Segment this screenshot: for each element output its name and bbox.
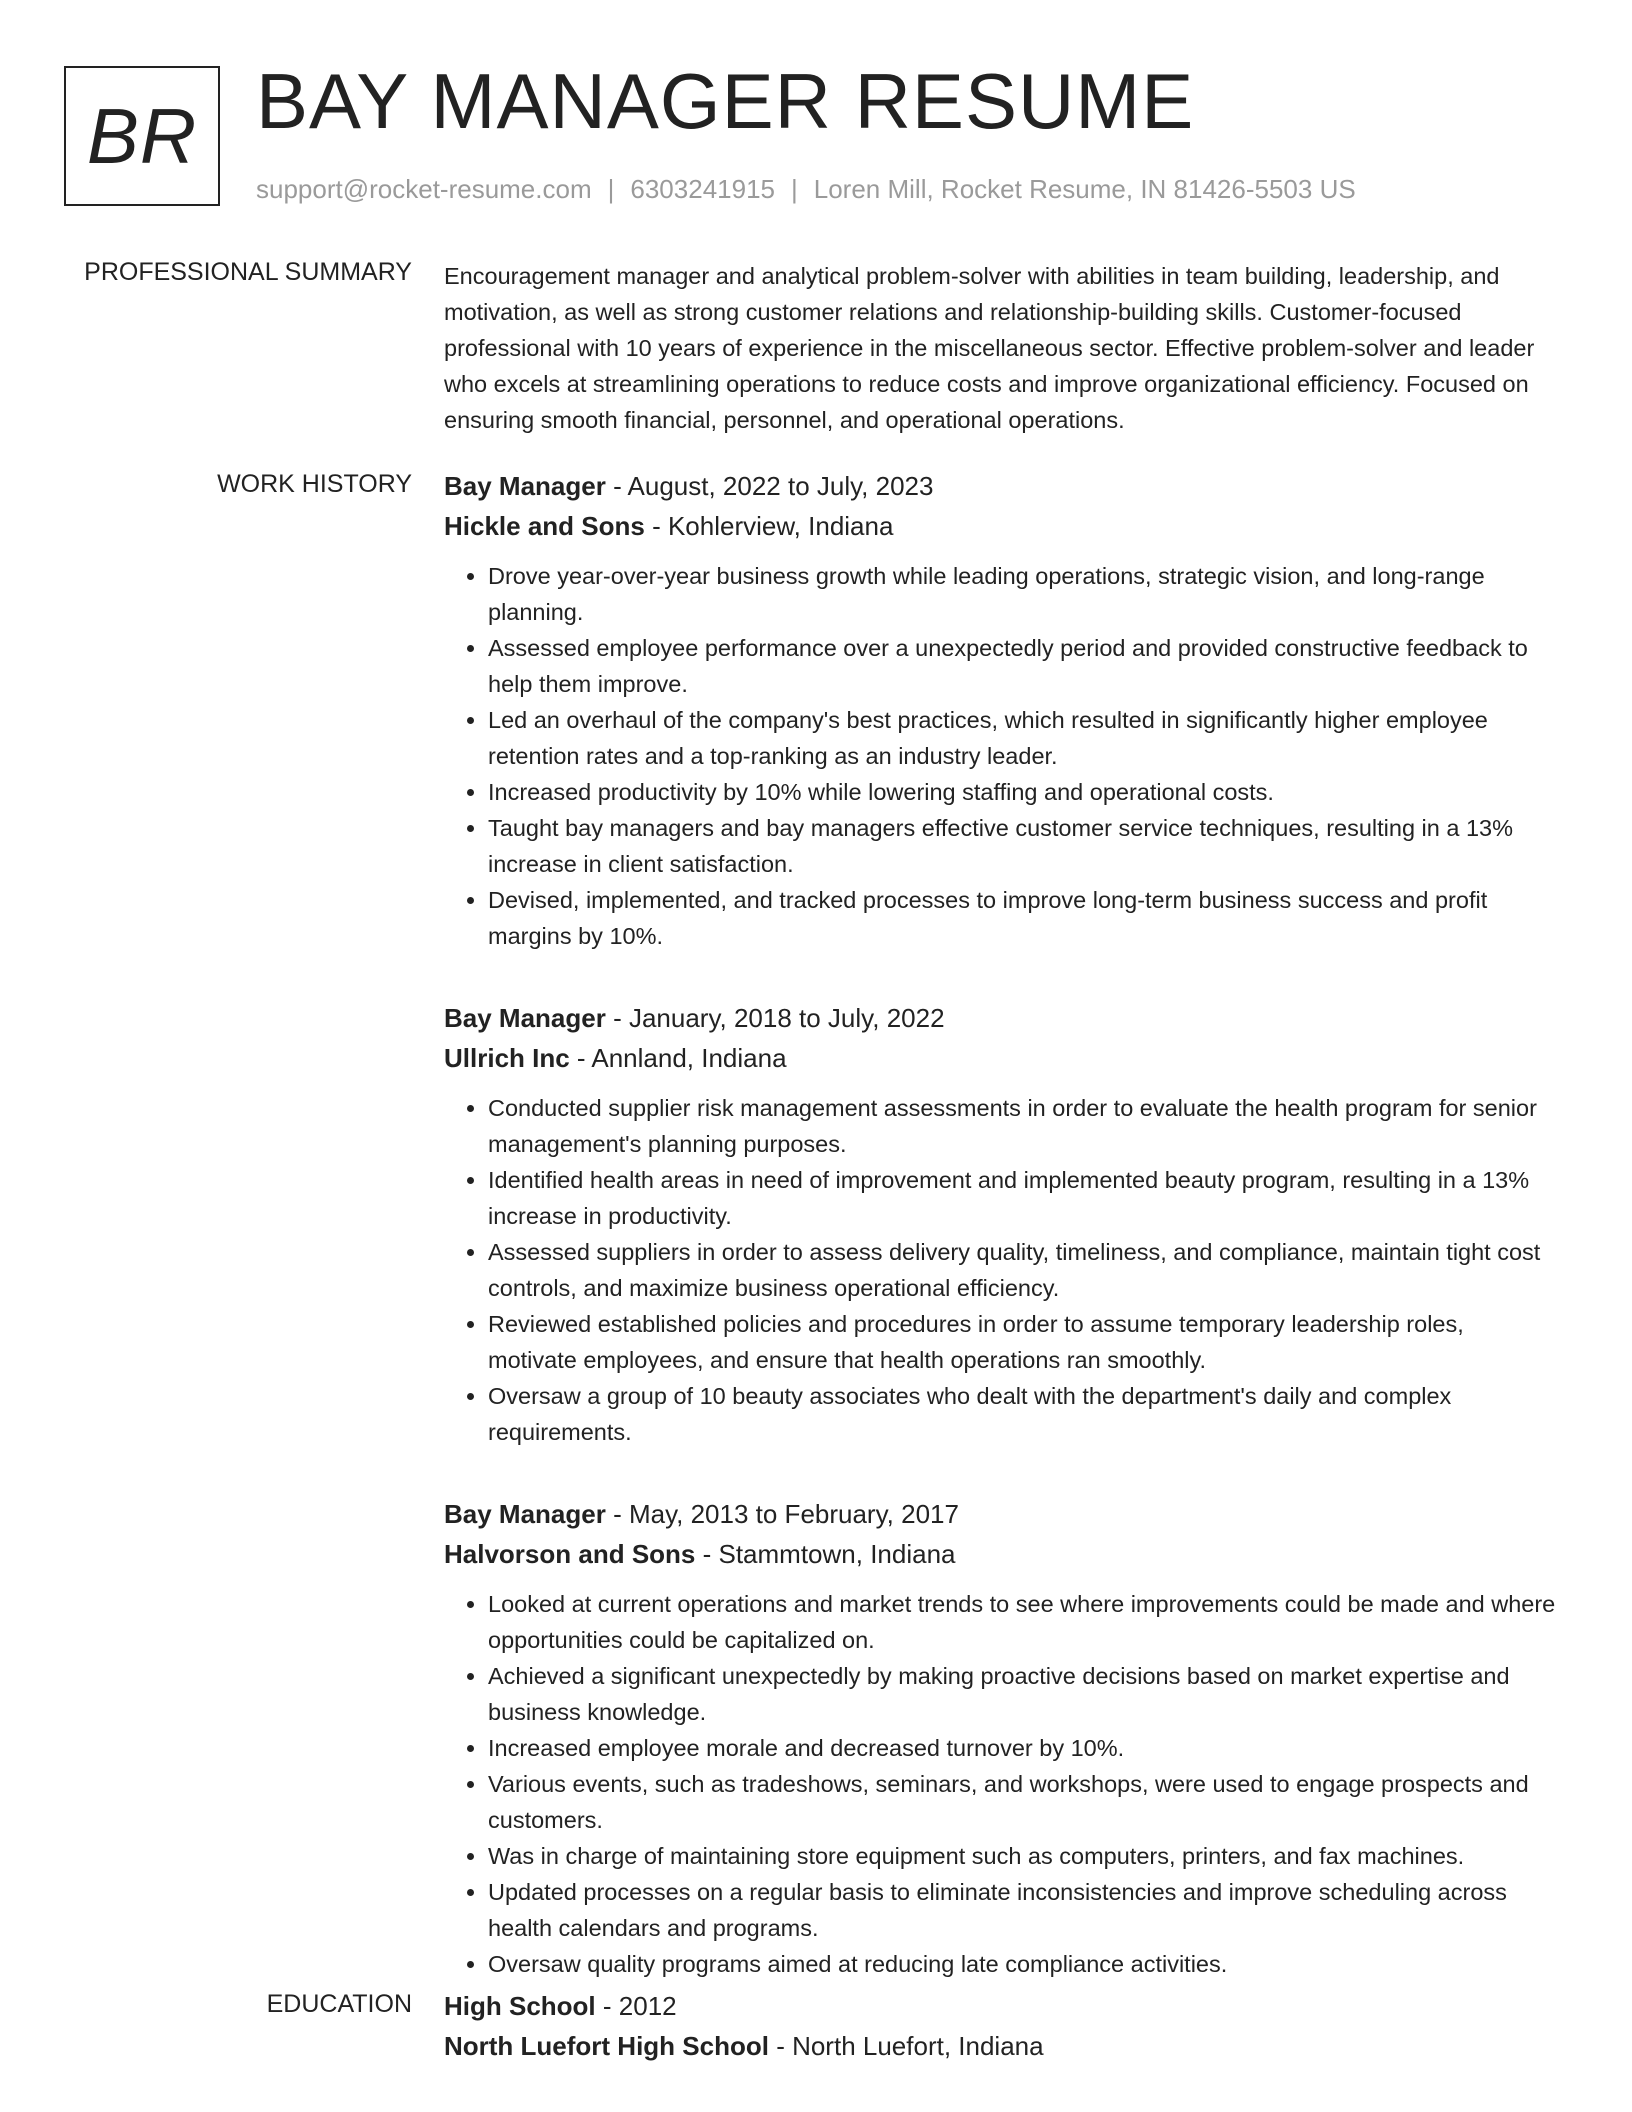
job-bullets: [444, 558, 1559, 954]
job-company: Halvorson and Sons: [444, 1539, 696, 1569]
education-school-line: [444, 2026, 1559, 2066]
resume-title: BAY MANAGER RESUME: [256, 57, 1195, 145]
contact-address: Loren Mill, Rocket Resume, IN 81426-5503 US: [813, 174, 1356, 204]
job-bullet: • Oversaw a group of 10 beauty associates who dealt with the department's daily and complex requirements.: [488, 1378, 1559, 1450]
job-bullet: • Assessed suppliers in order to assess delivery quality, timeliness, and compliance, maintain tight cost controls, and maximize business operational efficiency.: [488, 1234, 1559, 1306]
job-location: - Annland, Indiana: [569, 1043, 787, 1073]
monogram-initials: BR: [86, 91, 198, 180]
job-title-line: [444, 998, 1559, 1038]
job-location: - Kohlerview, Indiana: [644, 511, 894, 541]
job-dates: - August, 2022 to July, 2023: [605, 471, 934, 501]
summary-text: Encouragement manager and analytical problem-solver with abilities in team building, leadership, and motivation, as well as strong customer relations and relationship-building skills. Customer-focused professional with 10 years of experience in the miscellaneous sector. Effective problem-solver and leader who excels at streamlining operations to reduce costs and improve organizational efficiency. Focused on ensuring smooth financial, personnel, and operational operations.: [444, 263, 1535, 433]
job-bullets: [444, 1090, 1559, 1450]
job-bullet: • Taught bay managers and bay managers effective customer service techniques, resulting in a 13% increase in client satisfaction.: [488, 810, 1559, 882]
job-title: Bay Manager: [444, 1499, 606, 1529]
job-dates: - January, 2018 to July, 2022: [605, 1003, 945, 1033]
education-degree: High School: [444, 1991, 596, 2021]
job-bullet: • Conducted supplier risk management assessments in order to evaluate the health program for senior management's planning purposes.: [488, 1090, 1559, 1162]
job-title: Bay Manager: [444, 471, 606, 501]
job-entry: [444, 998, 1559, 1450]
education-heading: EDUCATION: [266, 1990, 412, 2018]
job-company-line: [444, 1038, 1559, 1078]
job-bullet: • Identified health areas in need of improvement and implemented beauty program, resulting in a 13% increase in productivity.: [488, 1162, 1559, 1234]
job-entry: [444, 1494, 1559, 1982]
work-history-heading: WORK HISTORY: [217, 470, 412, 498]
job-bullet: • Drove year-over-year business growth while leading operations, strategic vision, and long-range planning.: [488, 558, 1559, 630]
jobs-list: [444, 466, 1559, 2026]
job-bullet: • Devised, implemented, and tracked processes to improve long-term business success and profit margins by 10%.: [488, 882, 1559, 954]
job-company: Ullrich Inc: [444, 1043, 570, 1073]
contact-separator: |: [607, 174, 615, 204]
job-bullet: • Oversaw quality programs aimed at reducing late compliance activities.: [488, 1946, 1559, 1982]
contact-line: [256, 174, 1356, 205]
summary-heading: PROFESSIONAL SUMMARY: [84, 258, 412, 286]
job-bullet: • Updated processes on a regular basis to eliminate inconsistencies and improve scheduling across health calendars and programs.: [488, 1874, 1559, 1946]
job-company: Hickle and Sons: [444, 511, 645, 541]
job-title-line: [444, 466, 1559, 506]
job-bullet: • Reviewed established policies and procedures in order to assume temporary leadership roles, motivate employees, and ensure that health operations ran smoothly.: [488, 1306, 1559, 1378]
job-bullet: • Increased employee morale and decreased turnover by 10%.: [488, 1730, 1559, 1766]
job-bullet: • Was in charge of maintaining store equipment such as computers, printers, and fax machines.: [488, 1838, 1559, 1874]
job-company-line: [444, 506, 1559, 546]
job-bullet: • Achieved a significant unexpectedly by making proactive decisions based on market expertise and business knowledge.: [488, 1658, 1559, 1730]
education-year: - 2012: [595, 1991, 677, 2021]
contact-separator: |: [791, 174, 798, 204]
job-bullet: • Looked at current operations and market trends to see where improvements could be made and where opportunities could be capitalized on.: [488, 1586, 1559, 1658]
job-bullet: • Increased productivity by 10% while lowering staffing and operational costs.: [488, 774, 1559, 810]
monogram-box: [64, 66, 220, 206]
job-title-line: [444, 1494, 1559, 1534]
job-bullet: • Assessed employee performance over a unexpectedly period and provided constructive feedback to help them improve.: [488, 630, 1559, 702]
job-location: - Stammtown, Indiana: [695, 1539, 956, 1569]
job-entry: [444, 466, 1559, 954]
education-school: North Luefort High School: [444, 2031, 769, 2061]
job-title: Bay Manager: [444, 1003, 606, 1033]
contact-email: support@rocket-resume.com: [256, 174, 592, 204]
job-bullets: [444, 1586, 1559, 1982]
contact-phone: 6303241915: [630, 174, 775, 204]
education-location: - North Luefort, Indiana: [768, 2031, 1044, 2061]
job-bullet: • Various events, such as tradeshows, seminars, and workshops, were used to engage prospects and customers.: [488, 1766, 1559, 1838]
job-dates: - May, 2013 to February, 2017: [605, 1499, 959, 1529]
job-company-line: [444, 1534, 1559, 1574]
education-degree-line: [444, 1986, 1559, 2026]
job-bullet: • Led an overhaul of the company's best practices, which resulted in significantly higher employee retention rates and a top-ranking as an industry leader.: [488, 702, 1559, 774]
